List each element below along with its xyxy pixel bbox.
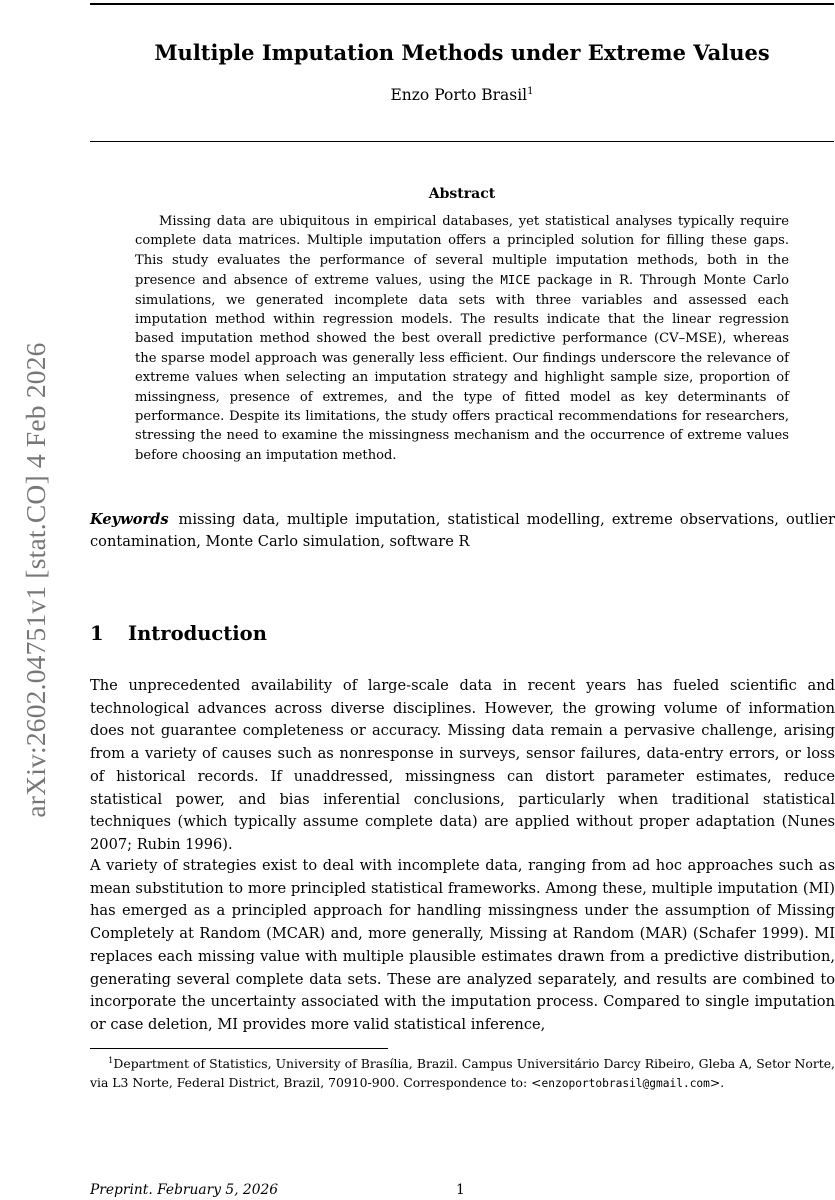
paper-title: Multiple Imputation Methods under Extreme Values <box>154 40 770 65</box>
body-paragraph: The unprecedented availability of large-scale data in recent years has fueled scientific and technological advances across diverse disciplines. However, the growing volume of information does not guarantee completeness or accuracy. Missing data remain a pervasive challenge, arising from a variety of causes such as nonresponse in surveys, sensor failures, data-entry errors, or loss of historical records. If unaddressed, missingness can distort parameter estimates, reduce statistical power, and bias inferential conclusions, particularly when traditional statistical techniques (which typically assume complete data) are applied without proper adaptation (Nunes 2007; Rubin 1996). <box>90 677 835 853</box>
footnote-text: Department of Statistics, University of Brasília, Brazil. Campus Universitário Darcy Ribeiro, Gleba A, Setor Norte, via L3 Norte, Federal District, Brazil, 70910-900. Correspondence to: < <box>90 1056 835 1091</box>
section-heading <box>90 622 267 645</box>
author-line <box>90 86 834 104</box>
abstract-heading: Abstract <box>428 186 496 202</box>
abstract-text <box>135 212 789 465</box>
footnote-text-end: >. <box>709 1075 725 1091</box>
keywords-label: Keywords <box>90 511 169 528</box>
footnote-rule <box>90 1048 388 1049</box>
section-title: Introduction <box>128 622 267 645</box>
footnote <box>90 1052 835 1093</box>
abstract-package-name: MICE <box>500 272 531 288</box>
top-rule <box>90 3 834 5</box>
body-paragraph: A variety of strategies exist to deal with incomplete data, ranging from ad hoc approaches such as mean substitution to more principled statistical frameworks. Among these, multiple imputation (MI) has emerged as a principled approach for handling missingness under the assumption of Missing Completely at Random (MCAR) and, more generally, Missing at Random (MAR) (Schafer 1999). MI replaces each missing value with multiple plausible estimates drawn from a predictive distribution, generating several complete data sets. These are analyzed separately, and results are combined to incorporate the uncertainty associated with the imputation process. Compared to single imputation or case deletion, MI provides more valid statistical inference, <box>90 857 835 1033</box>
arxiv-identifier-stamp: arXiv:2602.04751v1 [stat.CO] 4 Feb 2026 <box>20 342 51 818</box>
section-number: 1 <box>90 622 104 645</box>
page-number: 1 <box>456 1182 465 1198</box>
affiliation-mark: 1 <box>527 86 534 97</box>
author-name: Enzo Porto Brasil <box>390 86 528 105</box>
abstract-text-part1: Missing data are ubiquitous in empirical databases, yet statistical analyses typically require complete data matrices. Multiple imputation offers a principled solution for filling these gaps. This study evaluates the performance of several multiple imputation methods, both in the presence and absence of extreme values, using the <box>135 214 789 289</box>
title-separator-rule <box>90 141 834 142</box>
running-footer: Preprint. February 5, 2026 <box>90 1182 279 1198</box>
abstract-text-part2: package in R. Through Monte Carlo simulations, we generated incomplete data sets with three variables and assessed each imputation method within regression models. The results indicate that the linear regression based imputation method showed the best overall predictive performance (CV–MSE), whereas the sparse model approach was generally less efficient. Our findings underscore the relevance of extreme values when selecting an imputation strategy and highlight sample size, proportion of missingness, presence of extremes, and the type of fitted model as key determinants of performance. Despite its limitations, the study offers practical recommendations for researchers, stressing the need to examine the missingness mechanism and the occurrence of extreme values before choosing an imputation method. <box>135 273 789 463</box>
keywords-list: missing data, multiple imputation, statistical modelling, extreme observations, outlier contamination, Monte Carlo simulation, software R <box>90 511 835 550</box>
keywords-block <box>90 509 835 553</box>
footnote-mark: 1 <box>108 1056 114 1066</box>
footnote-email: enzoportobrasil@gmail.com <box>541 1077 710 1091</box>
